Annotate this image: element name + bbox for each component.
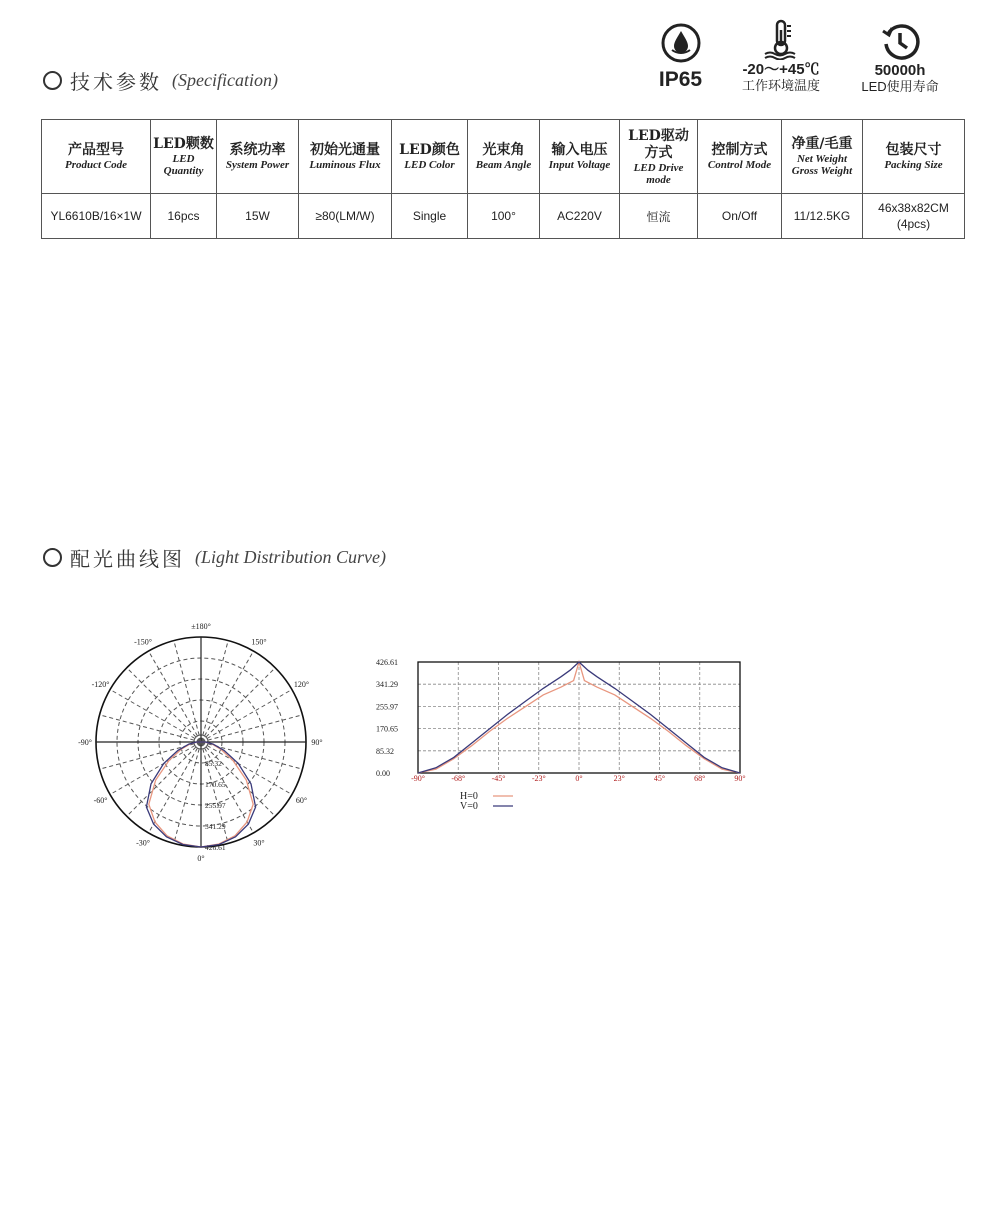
polar-spoke bbox=[174, 641, 201, 742]
cart-y-label: 85.32 bbox=[376, 746, 394, 756]
header-cell bbox=[620, 120, 698, 194]
cart-x-label: 90° bbox=[734, 774, 746, 783]
header-cell bbox=[299, 120, 392, 194]
spec-title-en: (Specification) bbox=[172, 70, 278, 90]
polar-angle-label: -60° bbox=[93, 796, 108, 805]
lifetime-badge bbox=[850, 22, 950, 95]
polar-spoke bbox=[174, 742, 201, 843]
header-en: Input Voltage bbox=[548, 159, 611, 171]
header-cn: LED颗数 bbox=[153, 136, 214, 152]
polar-radial-label: 170.65 bbox=[205, 780, 226, 789]
clock-history-icon bbox=[880, 22, 920, 62]
spec-table-row bbox=[42, 194, 965, 239]
header-cell bbox=[540, 120, 620, 194]
polar-angle-label: 30° bbox=[253, 838, 265, 848]
header-en: Net Weight Gross Weight bbox=[791, 153, 853, 177]
cart-y-label: 170.65 bbox=[376, 724, 398, 734]
polar-spoke bbox=[127, 668, 201, 742]
cart-y-label: 0.00 bbox=[376, 769, 390, 778]
polar-angle-label: -30° bbox=[136, 838, 150, 848]
polar-spoke bbox=[149, 651, 202, 742]
header-cell bbox=[392, 120, 468, 194]
cart-x-label: 45° bbox=[653, 774, 666, 783]
water-drop-icon bbox=[660, 22, 702, 64]
cell-input-voltage: AC220V bbox=[540, 194, 620, 239]
temperature-sub: 工作环境温度 bbox=[741, 78, 820, 93]
header-cell bbox=[217, 120, 299, 194]
ip-badge bbox=[648, 22, 713, 92]
cell-led-color: Single bbox=[392, 194, 468, 239]
polar-spoke bbox=[201, 715, 302, 742]
polar-radial-label: 341.29 bbox=[205, 822, 226, 831]
header-cell bbox=[468, 120, 540, 194]
polar-radial-label: 85.32 bbox=[205, 759, 222, 768]
lifetime-sub: LED使用寿命 bbox=[861, 79, 939, 94]
cell-system-power: 15W bbox=[217, 194, 299, 239]
polar-angle-label: 150° bbox=[251, 637, 267, 647]
lifetime-label: 50000h bbox=[874, 62, 926, 79]
ip-label: IP65 bbox=[658, 68, 703, 91]
curve-title-cn: 配光曲线图 bbox=[70, 547, 185, 571]
header-cell bbox=[42, 120, 151, 194]
bullet-circle-icon bbox=[43, 548, 62, 567]
cart-legend-label: V=0 bbox=[460, 801, 478, 812]
polar-angle-label: 0° bbox=[197, 854, 205, 863]
header-cn: 光束角 bbox=[482, 142, 525, 158]
polar-spoke bbox=[201, 690, 292, 743]
header-en: Control Mode bbox=[707, 159, 772, 171]
cell-product-code: YL6610B/16×1W bbox=[42, 194, 151, 239]
header-cn: LED驱动方式 bbox=[628, 127, 689, 161]
cart-x-label: 0° bbox=[575, 774, 583, 783]
polar-spoke bbox=[110, 690, 201, 743]
header-cn: 净重/毛重 bbox=[791, 136, 853, 152]
polar-angle-label: ±180° bbox=[191, 622, 211, 631]
cell-weight: 11/12.5KG bbox=[782, 194, 863, 239]
polar-spoke bbox=[127, 742, 201, 816]
curve-title-en: (Light Distribution Curve) bbox=[195, 547, 387, 567]
polar-angle-label: -90° bbox=[78, 738, 92, 747]
header-cell bbox=[782, 120, 863, 194]
header-en: LED Quantity bbox=[163, 153, 204, 177]
polar-spoke bbox=[100, 715, 201, 742]
cell-packing-size: 46x38x82CM (4pcs) bbox=[863, 194, 965, 239]
thermometer-icon bbox=[761, 18, 801, 60]
polar-spoke bbox=[201, 668, 275, 742]
header-en: Packing Size bbox=[884, 159, 943, 171]
header-cn: 系统功率 bbox=[229, 142, 286, 158]
cell-beam-angle: 100° bbox=[468, 194, 540, 239]
header-en: System Power bbox=[225, 159, 290, 171]
polar-angle-label: -120° bbox=[91, 680, 110, 689]
header-en: LED Color bbox=[404, 159, 455, 171]
header-cn: 初始光通量 bbox=[310, 142, 380, 158]
cart-y-label: 426.61 bbox=[376, 658, 398, 667]
temperature-label: -20～+45℃ bbox=[742, 61, 820, 78]
header-en: LED Drive mode bbox=[633, 161, 684, 186]
header-cell bbox=[698, 120, 782, 194]
cart-y-label: 255.97 bbox=[376, 702, 398, 712]
spec-section-title bbox=[43, 66, 278, 95]
cartesian-distribution-chart bbox=[370, 650, 760, 825]
spec-title-cn: 技术参数 bbox=[70, 70, 162, 94]
header-en: Luminous Flux bbox=[309, 159, 381, 171]
temperature-badge bbox=[730, 18, 832, 94]
cart-x-label: -23° bbox=[531, 774, 546, 783]
header-cell bbox=[151, 120, 217, 194]
cart-x-label: 23° bbox=[613, 774, 625, 783]
polar-radial-label: 426.61 bbox=[205, 843, 226, 852]
polar-angle-label: 60° bbox=[295, 796, 308, 805]
polar-angle-label: 120° bbox=[293, 680, 310, 689]
header-en: Beam Angle bbox=[475, 159, 532, 171]
curve-section-title bbox=[43, 543, 386, 572]
cell-drive-mode: 恒流 bbox=[620, 194, 698, 239]
polar-angle-label: -150° bbox=[134, 637, 152, 647]
cart-x-label: -45° bbox=[491, 774, 506, 783]
polar-radial-label: 255.97 bbox=[205, 801, 226, 810]
spec-table-header bbox=[42, 120, 965, 194]
header-cn: 输入电压 bbox=[551, 142, 608, 158]
header-cn: LED颜色 bbox=[399, 142, 460, 158]
polar-distribution-chart bbox=[70, 615, 345, 865]
bullet-circle-icon bbox=[43, 71, 62, 90]
header-cn: 控制方式 bbox=[711, 142, 768, 158]
polar-spoke bbox=[201, 651, 254, 742]
cart-x-label: -68° bbox=[451, 774, 466, 783]
cart-x-label: 68° bbox=[694, 774, 706, 783]
cell-luminous-flux: ≥80(LM/W) bbox=[299, 194, 392, 239]
polar-spoke bbox=[201, 641, 228, 742]
cart-x-label: -90° bbox=[411, 774, 425, 783]
cart-legend-label: H=0 bbox=[460, 791, 478, 802]
header-cn: 产品型号 bbox=[68, 142, 124, 158]
header-en: Product Code bbox=[64, 159, 128, 171]
header-cell bbox=[863, 120, 965, 194]
header-cn: 包装尺寸 bbox=[885, 142, 942, 158]
polar-angle-label: 90° bbox=[311, 738, 323, 747]
cell-control-mode: On/Off bbox=[698, 194, 782, 239]
cell-led-quantity: 16pcs bbox=[151, 194, 217, 239]
spec-table bbox=[41, 119, 965, 239]
polar-spoke bbox=[110, 742, 201, 795]
cart-y-label: 341.29 bbox=[376, 680, 398, 690]
